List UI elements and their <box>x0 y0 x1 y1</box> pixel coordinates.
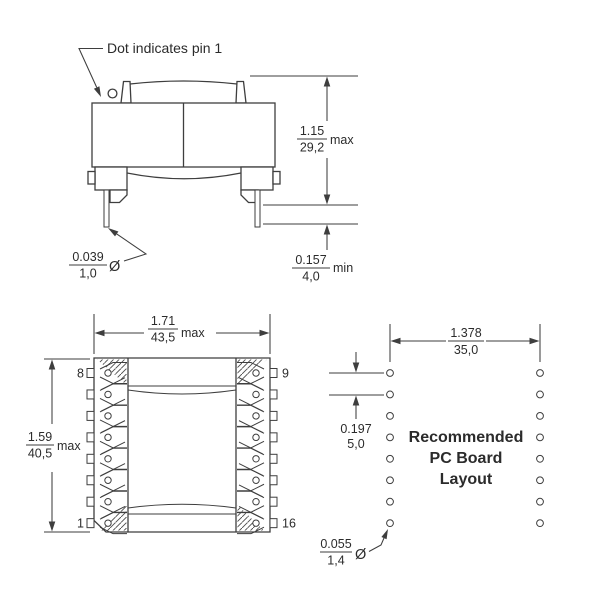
pin-length-dimension <box>263 224 358 284</box>
bobbin-flange-right <box>236 82 246 104</box>
standoff-tab-left <box>88 172 95 185</box>
leader-arrowhead <box>381 529 388 539</box>
pcb-hole <box>537 455 544 462</box>
pcb-holes-right <box>537 370 544 527</box>
tape-top-curve <box>130 81 237 84</box>
bobbin-bottom-curve <box>127 173 241 179</box>
pin-label-16: 16 <box>282 516 296 531</box>
dim-inches: 1.15 <box>299 124 325 138</box>
dim-qualifier: min <box>333 261 354 275</box>
pcb-holes-left <box>387 370 394 527</box>
pin-circle <box>105 520 111 526</box>
mounting-pin-left <box>104 190 109 227</box>
side-view <box>69 40 358 284</box>
pin1-dot-callout: Dot indicates pin 1 <box>107 40 223 56</box>
pin-circle <box>105 434 111 440</box>
row-pitch-dimension <box>329 352 384 451</box>
bobbin-flange-left <box>121 82 131 104</box>
pcb-hole <box>537 477 544 484</box>
pin-circle <box>105 413 111 419</box>
pcb-hole <box>387 477 394 484</box>
pin-circle <box>253 413 259 419</box>
column-spacing-dimension <box>390 324 540 362</box>
front-width-dimension <box>94 314 270 354</box>
pcb-hole <box>537 434 544 441</box>
foot-left <box>110 190 127 203</box>
pin-diameter-dimension <box>69 228 146 281</box>
standoff-left <box>95 167 127 190</box>
arrow-up <box>324 77 331 87</box>
pcb-hole <box>387 413 394 420</box>
pcb-hole <box>387 434 394 441</box>
pin-tab <box>87 454 94 463</box>
mounting-pin-right <box>255 190 260 227</box>
pin-circle <box>253 456 259 462</box>
pcb-title-line2: PC Board <box>429 450 503 467</box>
front-view <box>26 314 296 534</box>
dim-inches: 1.378 <box>450 326 482 340</box>
pin-tab <box>87 433 94 442</box>
pcb-hole <box>537 498 544 505</box>
pin-tab <box>270 369 277 378</box>
pcb-hole <box>537 520 544 527</box>
arrow-right <box>260 330 270 337</box>
dim-qualifier: max <box>330 133 354 147</box>
callout-leader-line <box>79 49 103 88</box>
dim-mm: 1,0 <box>79 266 97 281</box>
dim-inches: 0.039 <box>72 250 104 264</box>
arrow-down <box>324 195 331 205</box>
dim-qualifier: max <box>57 439 81 453</box>
pin-tab <box>87 476 94 485</box>
pin-circle <box>105 370 111 376</box>
dim-inches: 1.59 <box>27 430 53 444</box>
pin-tab <box>87 390 94 399</box>
pin-tab <box>87 369 94 378</box>
leader-arrowhead <box>108 228 118 236</box>
dim-mm: 43,5 <box>150 330 176 345</box>
pin-circle <box>253 477 259 483</box>
dim-inches: 0.197 <box>340 422 372 436</box>
dim-mm: 5,0 <box>347 437 365 451</box>
pin-label-1: 1 <box>77 516 84 531</box>
pin-tab <box>270 476 277 485</box>
pin-circle <box>105 456 111 462</box>
dim-mm: 1,4 <box>327 553 345 568</box>
hole-diameter-dimension <box>320 529 388 568</box>
pcb-hole <box>537 391 544 398</box>
pin-tab <box>270 519 277 528</box>
pin-circle <box>253 520 259 526</box>
pcb-hole <box>387 391 394 398</box>
diameter-symbol: Ø <box>109 259 121 275</box>
standoff-tab-right <box>273 172 280 185</box>
pin-circle <box>105 499 111 505</box>
pin-tab <box>270 390 277 399</box>
leader-line <box>117 234 146 261</box>
pin-tab <box>270 454 277 463</box>
dim-inches: 0.055 <box>320 537 352 551</box>
pin-circle <box>253 391 259 397</box>
pin-circle <box>105 391 111 397</box>
pcb-hole <box>387 498 394 505</box>
pcb-hole <box>537 413 544 420</box>
dim-inches: 1.71 <box>150 314 176 328</box>
pcb-hole <box>537 370 544 377</box>
pin-label-8: 8 <box>77 366 84 381</box>
pin-circle <box>253 499 259 505</box>
arrow-left <box>95 330 105 337</box>
dim-mm: 35,0 <box>453 343 479 357</box>
pin-tab <box>270 433 277 442</box>
pcb-hole <box>387 520 394 527</box>
arrow-left <box>391 338 401 345</box>
pcb-hole <box>387 455 394 462</box>
arrow-right <box>530 338 540 345</box>
pin-tab <box>270 411 277 420</box>
pcb-title-line1: Recommended <box>408 429 524 446</box>
pin-label-9: 9 <box>282 366 289 381</box>
callout-arrowhead <box>94 86 101 97</box>
pin-tab <box>87 411 94 420</box>
pin-1-dot <box>108 89 117 98</box>
dim-mm: 40,5 <box>27 446 53 461</box>
dim-inches: 0.157 <box>295 253 327 267</box>
pin-tab <box>87 497 94 506</box>
dim-qualifier: max <box>181 326 205 340</box>
front-height-dimension <box>26 359 90 532</box>
diameter-symbol: Ø <box>355 547 367 563</box>
pin-circle <box>253 370 259 376</box>
pcb-layout <box>320 324 543 568</box>
pin-circle <box>105 477 111 483</box>
leader-line <box>369 538 384 552</box>
pcb-title-line3: Layout <box>439 471 493 488</box>
pin-tab <box>270 497 277 506</box>
pin-circle <box>253 434 259 440</box>
dim-mm: 4,0 <box>302 269 320 284</box>
pin-tab <box>87 519 94 528</box>
standoff-right <box>241 167 273 190</box>
dim-mm: 29,2 <box>299 140 325 155</box>
pcb-hole <box>387 370 394 377</box>
